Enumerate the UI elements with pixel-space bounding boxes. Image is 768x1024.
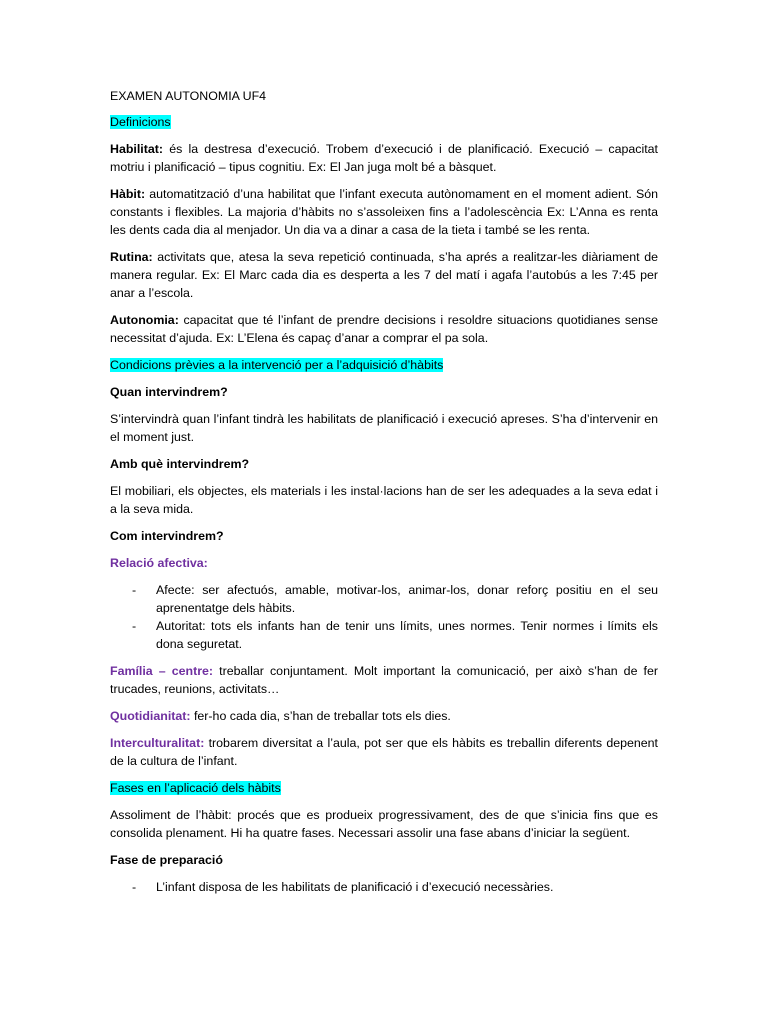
list-item-text: L’infant disposa de les habilitats de planificació i d’execució necessàries. bbox=[156, 880, 554, 894]
paragraph-quan: S’intervindrà quan l’infant tindrà les habilitats de planificació i execució apreses. S’ha d’intervenir en el moment just. bbox=[110, 412, 658, 444]
section-heading-definicions bbox=[110, 113, 658, 131]
section-heading-condicions bbox=[110, 356, 658, 374]
definition-text: activitats que, atesa la seva repetició continuada, s’ha aprés a realitzar-les diàriament de manera regular. Ex: El Marc cada dia es desperta a les 7 del matí i agafa l’autobús a les 7:45 per anar a l’escola. bbox=[110, 250, 658, 300]
definition-text: automatització d’una habilitat que l’infant executa autònomament en el moment adient. Són constants i flexibles. La majoria d’hàbits no s’assoleixen fins a l’adolescència Ex: L’Anna es renta les dents cada dia al menjador. Un dia va a dinar a casa de la tieta i també se les renta. bbox=[110, 187, 658, 237]
bullet-list-preparacio bbox=[110, 878, 658, 896]
list-item-text: Autoritat: tots els infants han de tenir uns límits, unes normes. Tenir normes i límits els dona seguretat. bbox=[156, 619, 658, 651]
dash-bullet: - bbox=[132, 619, 137, 633]
paragraph-amb: El mobiliari, els objectes, els materials i les instal·lacions han de ser les adequades a la seva edat i a la seva mida. bbox=[110, 484, 658, 516]
purple-term: Quotidianitat: bbox=[110, 709, 191, 723]
definition-rutina bbox=[110, 248, 658, 302]
paragraph-quotidianitat bbox=[110, 707, 658, 725]
definition-text: és la destresa d’execució. Trobem d’execució i de planificació. Execució – capacitat motriu i planificació – tipus cognitiu. Ex: El Jan juga molt bé a bàsquet. bbox=[110, 142, 658, 174]
paragraph-text: treballar conjuntament. Molt important la comunicació, per això s’han de fer trucades, reunions, activitats… bbox=[110, 664, 658, 696]
definition-term: Autonomia: bbox=[110, 313, 179, 327]
highlighted-heading: Condicions prèvies a la intervenció per a l’adquisició d’hàbits bbox=[110, 358, 444, 372]
dash-bullet: - bbox=[132, 880, 137, 894]
paragraph-assoliment: Assoliment de l’hàbit: procés que es produeix progressivament, des de que s’inicia fins que es consolida plenament. Hi ha quatre fases. Necessari assolir una fase abans d’iniciar la següent. bbox=[110, 808, 658, 840]
definition-habilitat bbox=[110, 140, 658, 176]
list-item bbox=[110, 878, 658, 896]
definition-autonomia bbox=[110, 311, 658, 347]
definition-term: Habilitat: bbox=[110, 142, 164, 156]
paragraph-interculturalitat bbox=[110, 734, 658, 770]
purple-term: Interculturalitat: bbox=[110, 736, 205, 750]
question-heading-amb: Amb què intervindrem? bbox=[110, 457, 250, 471]
subheading-fase-preparacio: Fase de preparació bbox=[110, 853, 223, 867]
highlighted-heading: Definicions bbox=[110, 115, 171, 129]
definition-term: Hàbit: bbox=[110, 187, 146, 201]
question-heading-quan: Quan intervindrem? bbox=[110, 385, 228, 399]
subheading-relacio-afectiva: Relació afectiva: bbox=[110, 556, 208, 570]
definition-text: capacitat que té l’infant de prendre decisions i resoldre situacions quotidianes sense necessitat d’ajuda. Ex: L’Elena és capaç d’anar a comprar el pa sola. bbox=[110, 313, 658, 345]
definition-habit bbox=[110, 185, 658, 239]
highlighted-heading: Fases en l’aplicació dels hàbits bbox=[110, 781, 281, 795]
list-item bbox=[110, 581, 658, 617]
purple-term: Família – centre: bbox=[110, 664, 214, 678]
list-item bbox=[110, 617, 658, 653]
document-title: EXAMEN AUTONOMIA UF4 bbox=[110, 89, 267, 103]
paragraph-text: fer-ho cada dia, s’han de treballar tots els dies. bbox=[190, 709, 451, 723]
dash-bullet: - bbox=[132, 583, 137, 597]
paragraph-text: trobarem diversitat a l’aula, pot ser que els hàbits es treballin diferents depenent de la cultura de l’infant. bbox=[110, 736, 658, 768]
definition-term: Rutina: bbox=[110, 250, 153, 264]
bullet-list-relacio bbox=[110, 581, 658, 653]
list-item-text: Afecte: ser afectuós, amable, motivar-los, animar-los, donar reforç positiu en el seu aprenentatge dels hàbits. bbox=[156, 583, 658, 615]
paragraph-familia-centre bbox=[110, 662, 658, 698]
section-heading-fases bbox=[110, 779, 658, 797]
question-heading-com: Com intervindrem? bbox=[110, 529, 224, 543]
